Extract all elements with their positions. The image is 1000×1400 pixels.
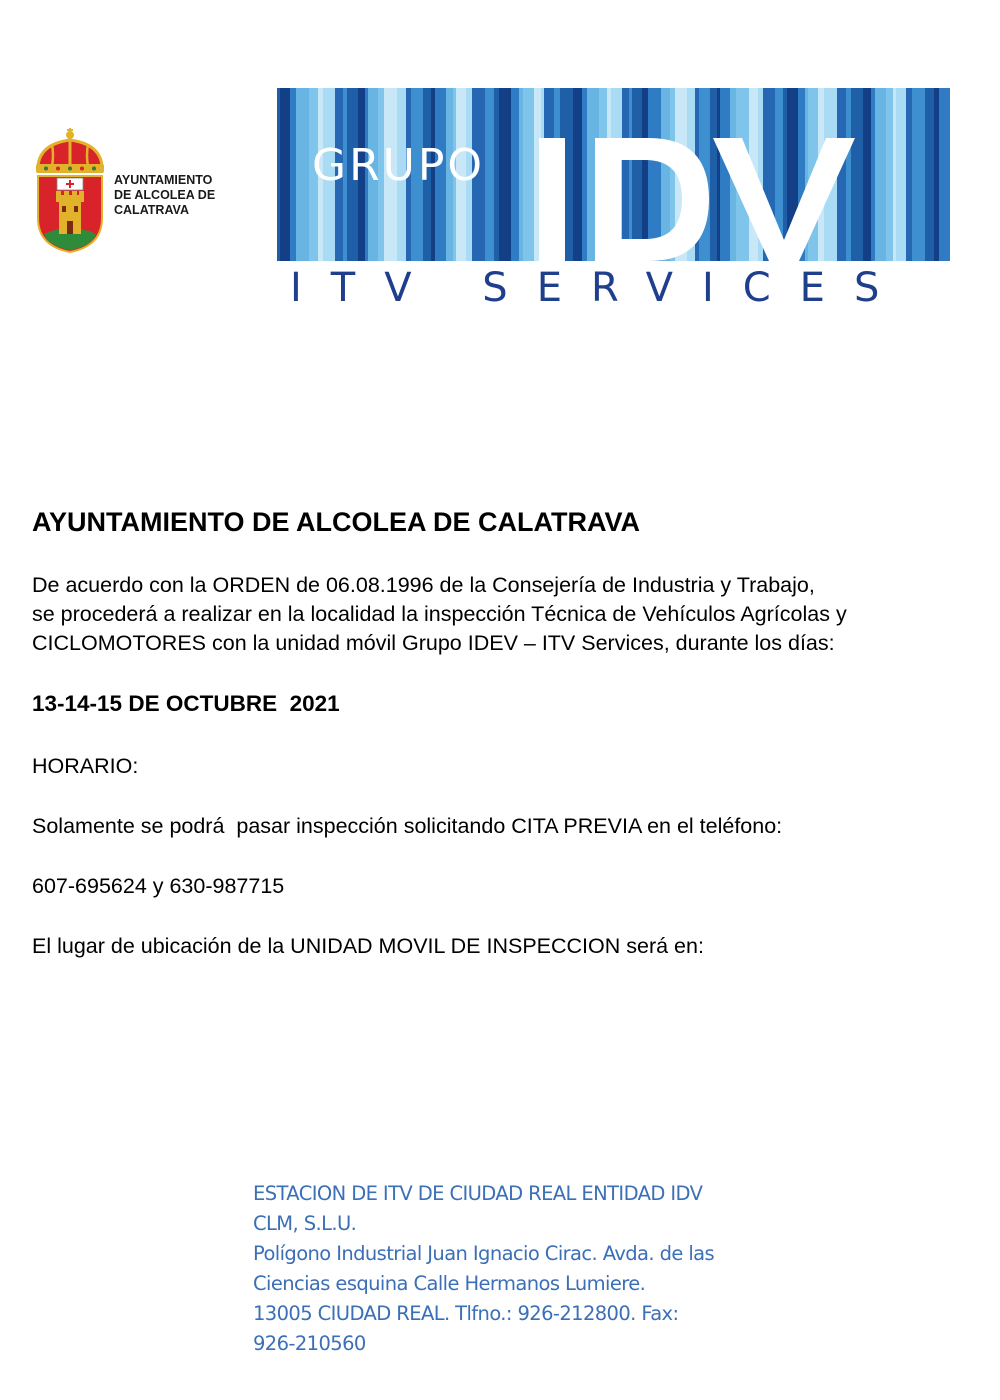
station-address (253, 1179, 813, 1359)
intro-line: se procederá a realizar en la localidad la inspección Técnica de Vehículos Agrícolas y (32, 602, 847, 626)
address-line: ESTACION DE ITV DE CIUDAD REAL ENTIDAD IDV (253, 1182, 703, 1205)
intro-line: CICLOMOTORES con la unidad móvil Grupo IDEV – ITV Services, durante los días: (32, 631, 835, 655)
address-line: Ciencias esquina Calle Hermanos Lumiere. (253, 1272, 646, 1295)
crown-icon (36, 128, 104, 173)
address-line: 13005 CIUDAD REAL. Tlfno.: 926-212800. Fax: (253, 1302, 679, 1325)
intro-line: De acuerdo con la ORDEN de 06.08.1996 de la Consejería de Industria y Trabajo, (32, 573, 815, 597)
logo-grupo-text: GRUPO (312, 140, 486, 191)
logo-itv-services-text: ITV SERVICES (290, 265, 909, 311)
address-line: CLM, S.L.U. (253, 1212, 357, 1235)
shield-icon (38, 176, 102, 252)
phone-numbers: 607-695624 y 630-987715 (32, 874, 285, 898)
location-note: El lugar de ubicación de la UNIDAD MOVIL DE INSPECCION será en: (32, 934, 704, 958)
municipality-name (114, 173, 244, 218)
municipal-coat-of-arms (30, 126, 110, 256)
appointment-note: Solamente se podrá pasar inspección solicitando CITA PREVIA en el teléfono: (32, 814, 783, 838)
schedule-label: HORARIO: (32, 754, 139, 778)
page-title: AYUNTAMIENTO DE ALCOLEA DE CALATRAVA (32, 507, 641, 537)
municipality-line: CALATRAVA (114, 203, 189, 217)
municipality-line: AYUNTAMIENTO (114, 173, 213, 187)
address-line: Polígono Industrial Juan Ignacio Cirac. Avda. de las (253, 1242, 715, 1265)
address-line: 926-210560 (253, 1332, 366, 1355)
intro-paragraph (32, 571, 992, 658)
municipality-line: DE ALCOLEA DE (114, 188, 216, 202)
inspection-dates: 13-14-15 DE OCTUBRE 2021 (32, 691, 340, 716)
